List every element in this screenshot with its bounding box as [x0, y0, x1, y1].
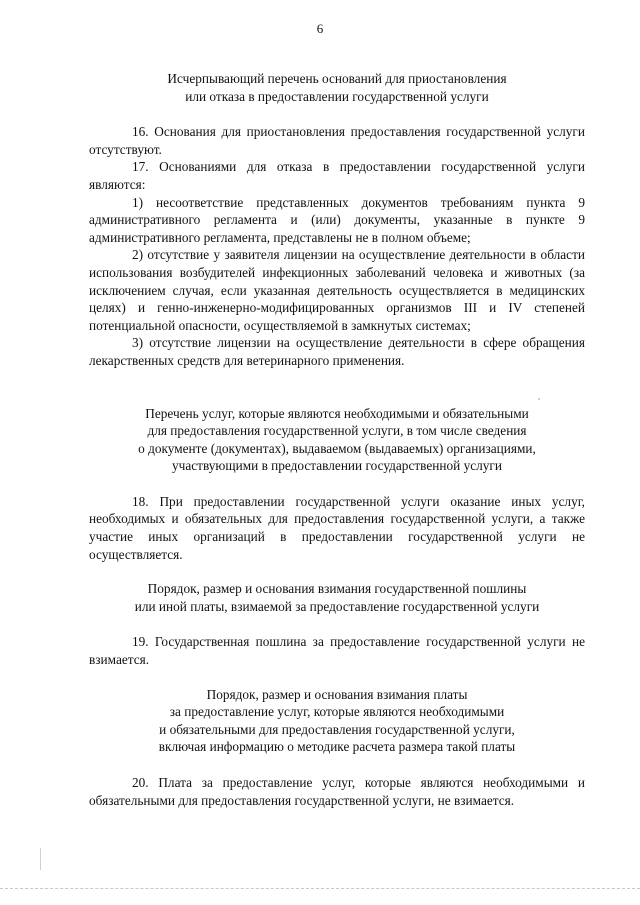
heading-line: и обязательными для предоставления государственной услуги,	[159, 721, 515, 737]
paragraph-17-item-3: 3) отсутствие лицензии на осуществление деятельности в сфере обращения лекарственных средств для ветеринарного применения.	[89, 335, 585, 368]
scan-speck	[538, 398, 540, 400]
heading-line: для предоставления государственной услуги, в том числе сведения	[147, 423, 527, 439]
section-heading-grounds-for-refusal	[89, 70, 585, 105]
heading-line: включая информацию о методике расчета размера такой платы	[158, 739, 516, 755]
heading-line: или отказа в предоставлении государственной услуги	[185, 88, 489, 104]
section-heading-state-fee	[89, 580, 585, 615]
scan-edge-line	[0, 888, 640, 890]
heading-line: Перечень услуг, которые являются необходимыми и обязательными	[145, 405, 529, 421]
heading-line: за предоставление услуг, которые являются необходимыми	[169, 704, 505, 720]
paragraph-17-item-1: 1) несоответствие представленных документов требованиям пункта 9 административного регламента и (или) документы, указанные в пункте 9 административного регламента, представлены не в полном объеме;	[89, 194, 585, 245]
section-heading-required-services	[89, 405, 585, 475]
paragraph-20: 20. Плата за предоставление услуг, которые являются необходимыми и обязательными для предоставления государственной услуги, не взимается.	[89, 775, 585, 808]
heading-line: Исчерпывающий перечень оснований для приостановления	[167, 71, 507, 86]
heading-line: Порядок, размер и основания взимания государственной пошлины	[147, 581, 527, 597]
heading-line: участвующими в предоставлении государственной услуги	[172, 458, 502, 474]
section-heading-fee-for-services	[89, 686, 585, 756]
heading-line: или иной платы, взимаемой за предоставление государственной услуги	[134, 598, 540, 614]
paragraph-17-item-2: 2) отсутствие у заявителя лицензии на осуществление деятельности в области использования возбудителей инфекционных заболеваний человека и животных (за исключением случая, если указанная деятельность осуществляется в медицинских целях) и генно-инженерно-модифицированных организмов III и IV степеней потенциальной опасности, осуществляемой в замкнутых системах;	[89, 247, 585, 333]
paragraph-18: 18. При предоставлении государственной услуги оказание иных услуг, необходимых и обязательных для предоставления государственной услуги, а также участие иных организаций в предоставлении государственной услуги не осуществляется.	[89, 493, 585, 562]
paragraph-17: 17. Основаниями для отказа в предоставлении государственной услуги являются:	[89, 159, 585, 192]
scan-speck	[40, 848, 41, 870]
paragraph-16: 16. Основания для приостановления предоставления государственной услуги отсутствуют.	[89, 124, 585, 157]
page-number: 6	[316, 21, 324, 36]
paragraph-19: 19. Государственная пошлина за предоставление государственной услуги не взимается.	[89, 634, 585, 668]
heading-line: Порядок, размер и основания взимания платы	[206, 686, 468, 702]
document-body	[89, 70, 585, 809]
heading-line: о документе (документах), выдаваемом (выдаваемых) организациями,	[138, 440, 536, 456]
